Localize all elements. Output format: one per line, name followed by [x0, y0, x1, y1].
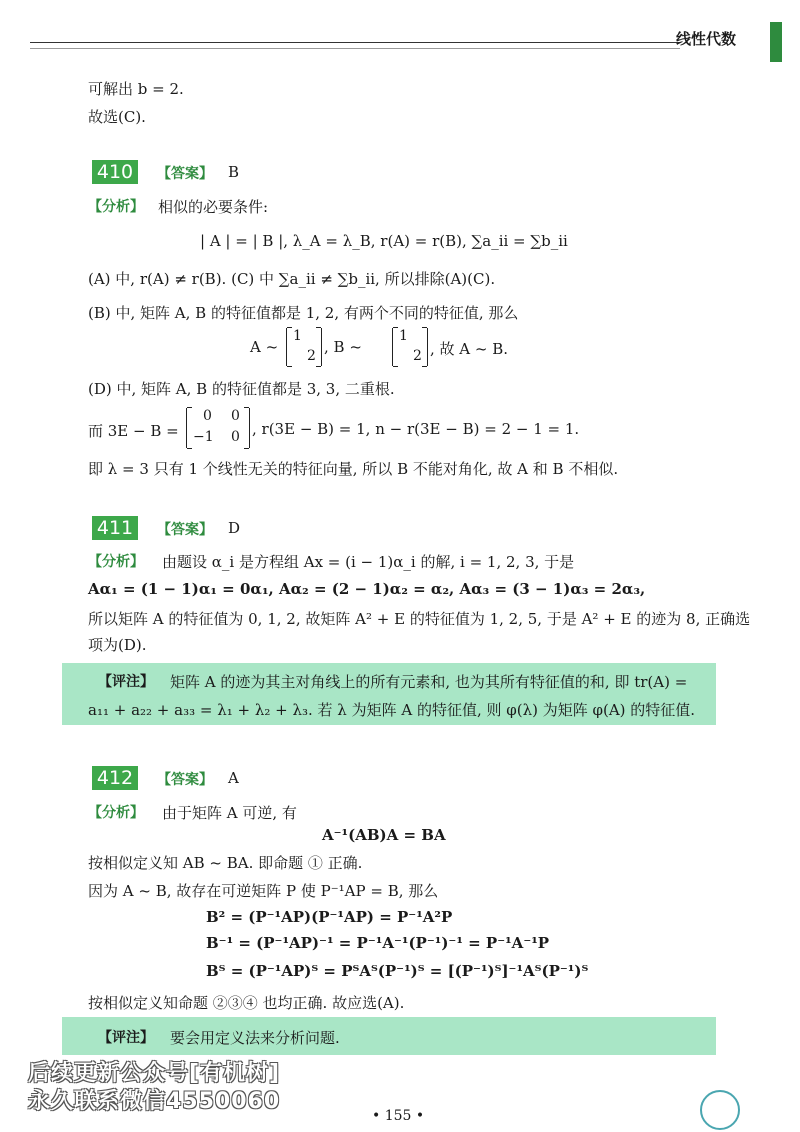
text-line: (B) 中, 矩阵 A, B 的特征值都是 1, 2, 有两个不同的特征值, 那么: [88, 304, 519, 322]
watermark-line: 后续更新公众号[有机树]: [28, 1061, 281, 1086]
note-box: [62, 663, 716, 725]
matrix-entry: 0: [231, 429, 240, 445]
answer-label: 【答案】: [157, 166, 213, 182]
analysis-label: 【分析】: [88, 805, 144, 821]
chapter-title: 线性代数: [676, 30, 737, 48]
formula-line: | A | = | B |, λ_A = λ_B, r(A) = r(B), ∑a_ii = ∑b_ii: [200, 232, 568, 250]
analysis-label: 【分析】: [88, 554, 144, 570]
matrix-diag-1-2: [286, 328, 322, 366]
text-line: 因为 A ~ B, 故存在可逆矩阵 P 使 P⁻¹AP = B, 那么: [88, 882, 439, 900]
matrix-entry: 1: [399, 328, 408, 344]
text-line: 即 λ = 3 只有 1 个线性无关的特征向量, 所以 B 不能对角化, 故 A 和 B 不相似.: [88, 460, 619, 478]
formula-part: , r(3E − B) = 1, n − r(3E − B) = 2 − 1 = 1.: [252, 420, 580, 438]
question-number-badge: 411: [92, 516, 138, 540]
note-label: 【评注】: [98, 674, 154, 690]
formula-line: B⁻¹ = (P⁻¹AP)⁻¹ = P⁻¹A⁻¹(P⁻¹)⁻¹ = P⁻¹A⁻¹P: [206, 934, 550, 952]
note-label: 【评注】: [98, 1030, 154, 1046]
text-line: (A) 中, r(A) ≠ r(B). (C) 中 ∑a_ii ≠ ∑b_ii, 所以排除(A)(C).: [88, 270, 496, 288]
text-line: 可解出 b = 2.: [88, 80, 184, 98]
matrix-entry: 0: [231, 408, 240, 424]
formula-line: B² = (P⁻¹AP)(P⁻¹AP) = P⁻¹A²P: [206, 908, 453, 926]
matrix-entry: 2: [413, 348, 422, 364]
matrix-entry: 1: [293, 328, 302, 344]
text-line: 按相似定义知命题 ②③④ 也均正确. 故应选(A).: [88, 994, 405, 1012]
chapter-tab-marker: [770, 22, 782, 62]
formula-line: Aα₁ = (1 − 1)α₁ = 0α₁, Aα₂ = (2 − 1)α₂ = α₂, Aα₃ = (3 − 1)α₃ = 2α₃,: [88, 580, 646, 598]
answer-value: B: [228, 163, 240, 181]
formula-line: A⁻¹(AB)A = BA: [322, 826, 446, 844]
text-line: 项为(D).: [88, 636, 147, 654]
text-line: 由题设 α_i 是方程组 Ax = (i − 1)α_i 的解, i = 1, 2, 3, 于是: [162, 553, 575, 571]
answer-value: D: [228, 519, 241, 537]
matrix-entry: 0: [203, 408, 212, 424]
note-box: [62, 1017, 716, 1055]
formula-part: 而 3E − B =: [88, 422, 179, 440]
text-line: 由于矩阵 A 可逆, 有: [162, 804, 297, 822]
text-line: 故选(C).: [88, 108, 146, 126]
text-line: 所以矩阵 A 的特征值为 0, 1, 2, 故矩阵 A² + E 的特征值为 1, 2, 5, 于是 A² + E 的迹为 8, 正确选: [88, 610, 751, 628]
question-number-badge: 410: [92, 160, 138, 184]
matrix-3E-minus-B: [186, 408, 250, 448]
answer-label: 【答案】: [157, 522, 213, 538]
matrix-diag-1-2: [392, 328, 428, 366]
formula-part: , B ~: [324, 338, 362, 356]
publisher-logo-icon: [700, 1090, 740, 1130]
text-line: 相似的必要条件:: [158, 198, 269, 216]
note-text: 矩阵 A 的迹为其主对角线上的所有元素和, 也为其所有特征值的和, 即 tr(A) =: [170, 673, 688, 691]
formula-part: , 故 A ~ B.: [430, 340, 509, 358]
note-text: a₁₁ + a₂₂ + a₃₃ = λ₁ + λ₂ + λ₃. 若 λ 为矩阵 A 的特征值, 则 φ(λ) 为矩阵 φ(A) 的特征值.: [88, 701, 696, 719]
formula-part: A ~: [250, 338, 279, 356]
analysis-label: 【分析】: [88, 199, 144, 215]
watermark-line: 永久联系微信4550060: [28, 1089, 281, 1114]
note-text: 要会用定义法来分析问题.: [170, 1029, 340, 1047]
text-line: 按相似定义知 AB ~ BA. 即命题 ① 正确.: [88, 854, 363, 872]
page-number: • 155 •: [372, 1108, 425, 1124]
formula-line: Bᵀ = (P⁻¹AP)ᵀ = PᵀAᵀ(P⁻¹)ᵀ = [(P⁻¹)ᵀ]⁻¹Aᵀ(P⁻¹)ᵀ: [206, 962, 589, 980]
answer-label: 【答案】: [157, 772, 213, 788]
header-rule-secondary: [30, 48, 680, 49]
question-number-badge: 412: [92, 766, 138, 790]
answer-value: A: [228, 769, 239, 787]
matrix-entry: 2: [307, 348, 316, 364]
header-rule: [30, 42, 680, 43]
text-line: (D) 中, 矩阵 A, B 的特征值都是 3, 3, 二重根.: [88, 380, 395, 398]
matrix-entry: −1: [193, 429, 214, 445]
